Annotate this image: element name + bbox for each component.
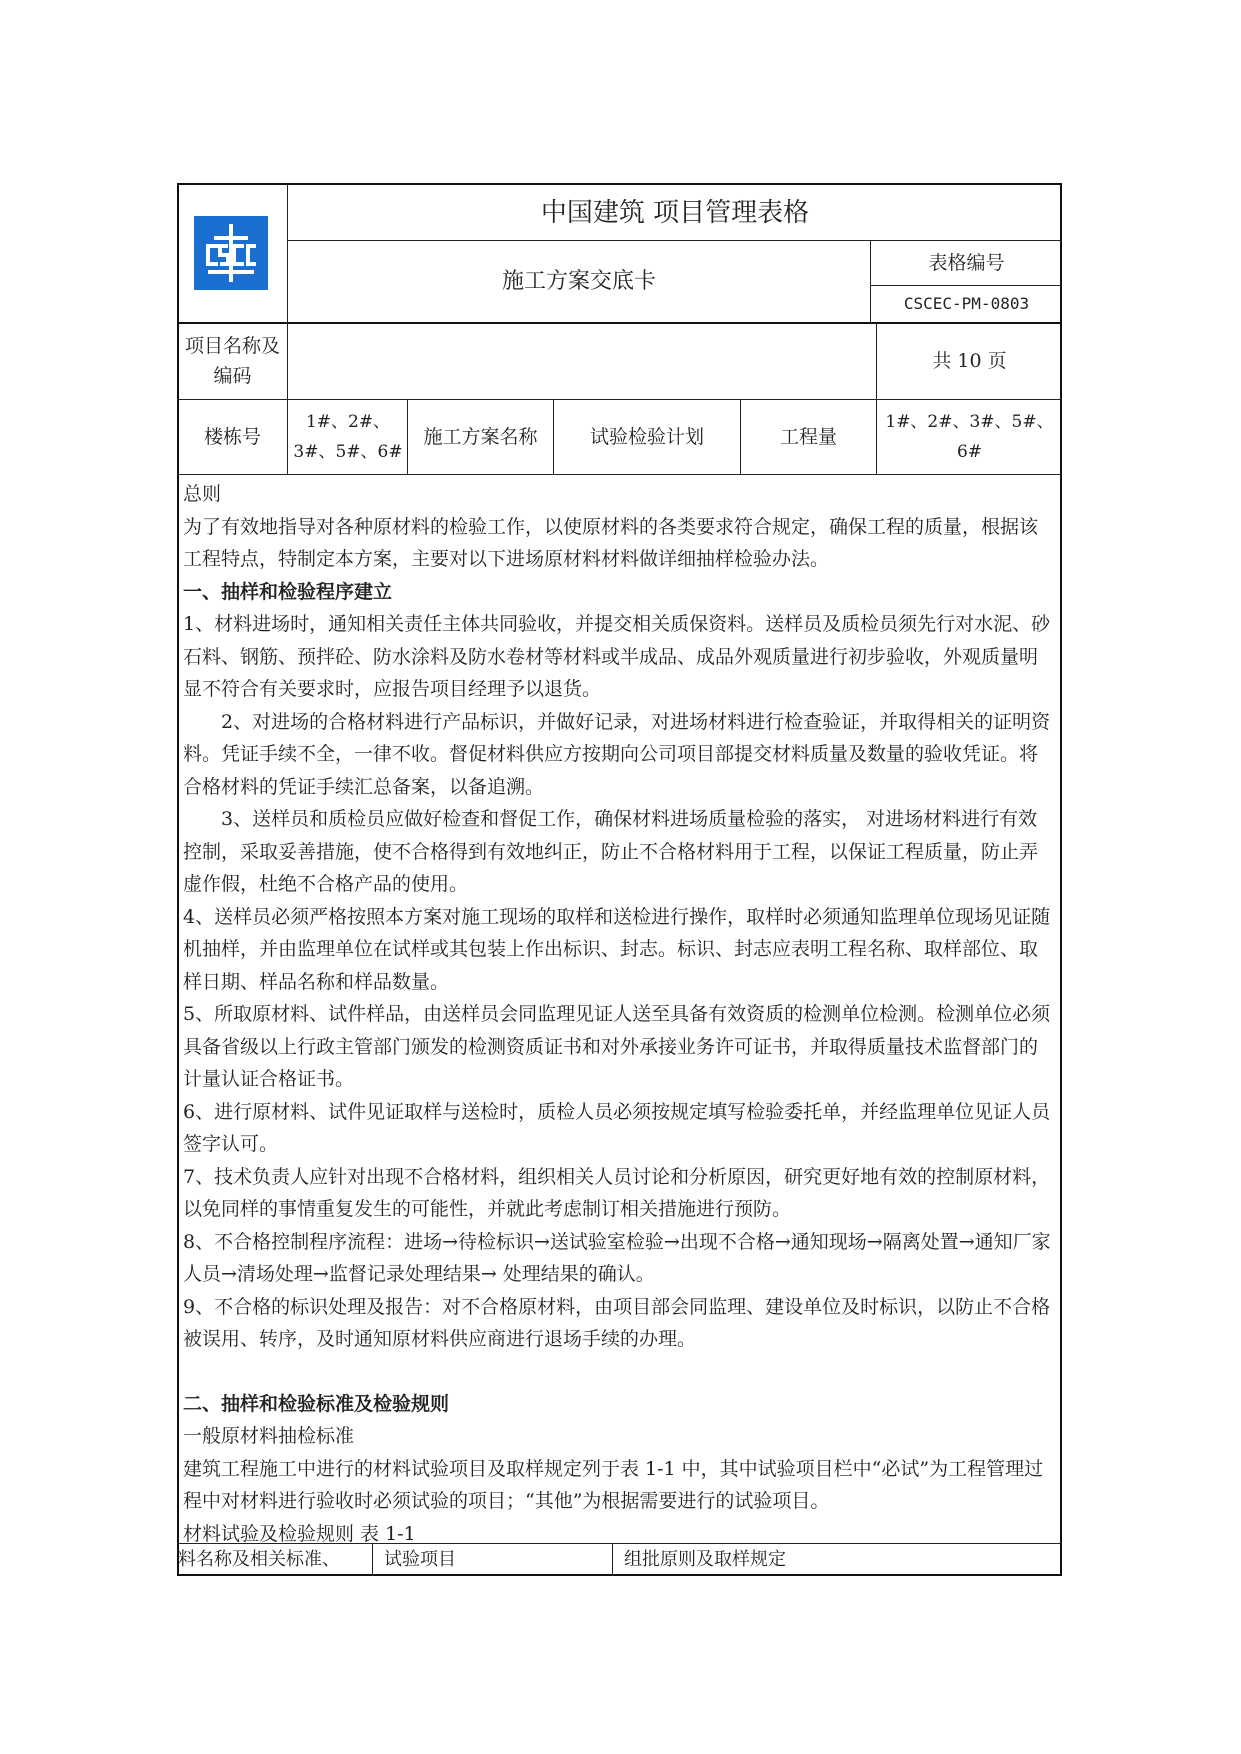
s1-item-1: 1、材料进场时，通知相关责任主体共同验收，并提交相关质保资料。送样员及质检员须先行对水泥、砂石料、钢筋、预拌砼、防水涂料及防水卷材等材料或半成品、成品外观质量进行初步验收，外观质量明显不符合有关要求时，应报告项目经理予以退货。 bbox=[183, 613, 1051, 700]
form-no-label: 表格编号 bbox=[928, 252, 1005, 274]
plan-name-label: 施工方案名称 bbox=[423, 426, 538, 448]
cscec-logo bbox=[194, 216, 268, 290]
building-label: 楼栋号 bbox=[203, 426, 261, 448]
s1-item-9: 9、不合格的标识处理及报告：对不合格原材料，由项目部会同监理、建设单位及时标识，以防止不合格被误用、转序，及时通知原材料供应商进行退场手续的办理。 bbox=[183, 1295, 1051, 1350]
section1-title: 一、抽样和检验程序建立 bbox=[183, 580, 393, 603]
general-title: 总则 bbox=[183, 483, 222, 505]
table-header-material: 料名称及相关标准、 bbox=[178, 1549, 340, 1570]
section2-title: 二、抽样和检验标准及检验规则 bbox=[183, 1392, 450, 1415]
table-header-test-items: 试验项目 bbox=[384, 1549, 456, 1570]
company-title: 中国建筑 项目管理表格 bbox=[540, 197, 810, 228]
s1-item-5: 5、所取原材料、试件样品，由送样员会同监理见证人送至具备有效资质的检测单位检测。检测单位必须具备省级以上行政主管部门颁发的检测资质证书和对外承接业务许可证书，并取得质量技术监督部门的计量认证合格证书。 bbox=[183, 1003, 1051, 1090]
s1-item-3: 3、送样员和质检员应做好检查和督促工作，确保材料进场质量检验的落实， 对进场材料进行有效控制，采取妥善措施，使不合格得到有效地纠正，防止不合格材料用于工程，以保证工程质量，防止弄虚作假，杜绝不合格产品的使用。 bbox=[183, 808, 1039, 895]
section-gap bbox=[183, 1356, 1055, 1388]
s1-item-6: 6、进行原材料、试件见证取样与送检时，质检人员必须按规定填写检验委托单，并经监理单位见证人员签字认可。 bbox=[183, 1100, 1051, 1155]
quantity-value: 1#、2#、3#、5#、6# bbox=[885, 412, 1054, 462]
project-label: 项目名称及编码 bbox=[184, 335, 280, 387]
s1-item-2: 2、对进场的合格材料进行产品标识，并做好记录，对进场材料进行检查验证，并取得相关的证明资料。凭证手续不全，一律不收。督促材料供应方按期向公司项目部提交材料质量及数量的验收凭证。将合格材料的凭证手续汇总备案，以备追溯。 bbox=[183, 710, 1051, 798]
page-count: 共 10 页 bbox=[932, 350, 1007, 372]
rule-building bbox=[177, 474, 1062, 475]
form-no: CSCEC-PM-0803 bbox=[903, 294, 1030, 313]
project-value bbox=[288, 323, 876, 399]
building-value: 1#、2#、3#、5#、6# bbox=[293, 412, 403, 462]
table-caption: 材料试验及检验规则 表 1-1 bbox=[183, 1522, 416, 1545]
s2-subtitle: 一般原材料抽检标准 bbox=[183, 1425, 355, 1447]
plan-name-value: 试验检验计划 bbox=[589, 426, 704, 448]
form-title: 施工方案交底卡 bbox=[501, 268, 656, 294]
table-header-sampling-rules: 组批原则及取样规定 bbox=[624, 1549, 786, 1570]
s2-text: 建筑工程施工中进行的材料试验项目及取样规定列于表 1-1 中，其中试验项目栏中“必试”为工程管理过程中对材料进行验收时必须试验的项目；“其他”为根据需要进行的试验项目。 bbox=[183, 1457, 1044, 1512]
s1-item-8: 8、不合格控制程序流程：进场→待检标识→送试验室检验→出现不合格→通知现场→隔离处置→通知厂家人员→清场处理→监督记录处理结果→ 处理结果的确认。 bbox=[183, 1230, 1051, 1285]
plan-body bbox=[183, 478, 1055, 1550]
general-text: 为了有效地指导对各种原材料的检验工作，以使原材料的各类要求符合规定，确保工程的质量，根据该工程特点，特制定本方案，主要对以下进场原材料材料做详细抽样检验办法。 bbox=[183, 515, 1039, 570]
quantity-label: 工程量 bbox=[779, 426, 837, 448]
s1-item-7: 7、技术负责人应针对出现不合格材料，组织相关人员讨论和分析原因，研究更好地有效的控制原材料，以免同样的事情重复发生的可能性，并就此考虑制订相关措施进行预防。 bbox=[183, 1165, 1051, 1220]
s1-item-4: 4、送样员必须严格按照本方案对施工现场的取样和送检进行操作，取样时必须通知监理单位现场见证随机抽样，并由监理单位在试样或其包装上作出标识、封志。标识、封志应表明工程名称、取样部位、取样日期、样品名称和样品数量。 bbox=[183, 905, 1051, 993]
